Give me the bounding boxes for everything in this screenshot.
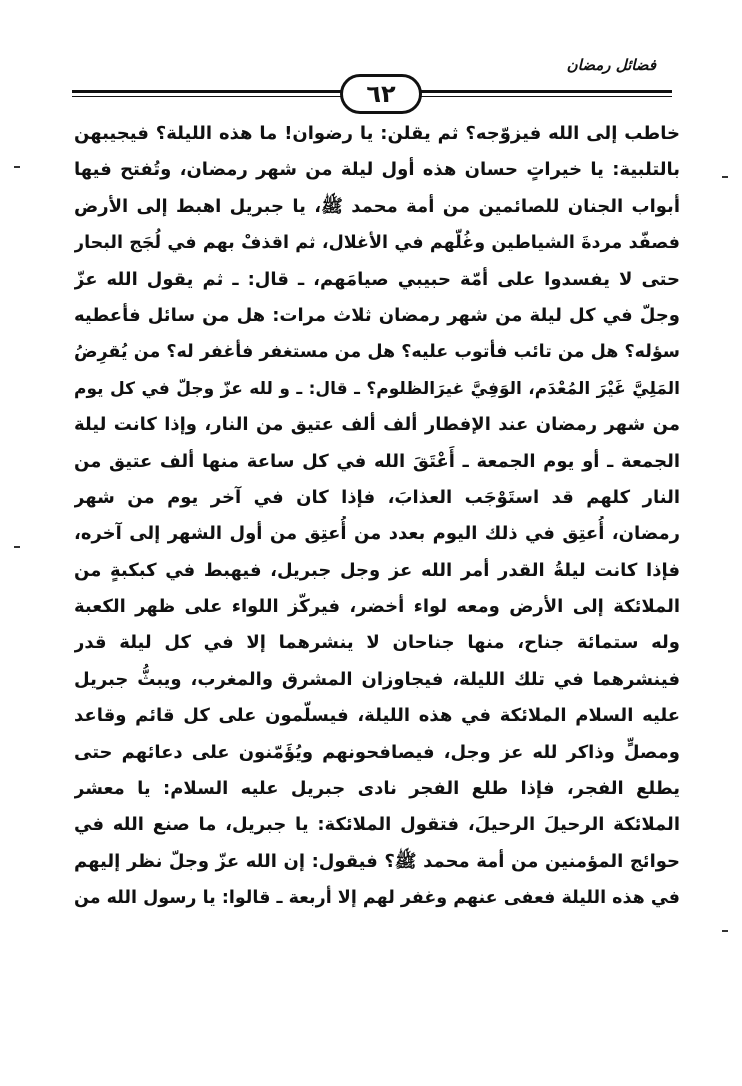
text-line: وجلّ في كل ليلة من شهر رمضان ثلاث مرات: هل من سائل فأعطيه <box>74 304 680 326</box>
text-line: فينشرهما في تلك الليلة، فيجاوزان المشرق والمغرب، ويبثُّ جبريل <box>74 668 680 690</box>
text-line: خاطب إلى الله فيزوّجه؟ ثم يقلن: يا رضوان! ما هذه الليلة؟ فيجيبهن <box>74 123 680 144</box>
text-line: الجمعة ـ أو يوم الجمعة ـ أَعْتَقَ الله في كل ساعة منها ألف عتيق من <box>74 450 680 472</box>
text-line: بالتلبية: يا خيراتٍ حسان هذه أول ليلة من شهر رمضان، وتُفتح فيها <box>74 159 680 181</box>
body-text <box>74 116 680 917</box>
margin-mark <box>722 930 728 932</box>
text-line: حوائج المؤمنين من أمة محمد ﷺ؟ فيقول: إن الله عزّ وجلّ نظر إليهم <box>74 850 680 872</box>
text-line: الملائكة إلى الأرض ومعه لواء أخضر، فيركّز اللواء على ظهر الكعبة <box>74 596 680 618</box>
text-line: وله ستمائة جناح، منها جناحان لا ينشرهما إلا في كل ليلة قدر <box>74 632 680 654</box>
text-line: حتى لا يفسدوا على أمّة حبيبي صيامَهم، ـ قال: ـ ثم يقول الله عزّ <box>74 268 680 290</box>
margin-mark <box>722 176 728 178</box>
text-line: فصفّد مردةَ الشياطين وغُلّهم في الأغلال، ثم اقذفْ بهم في لُجَج البحار <box>74 233 680 254</box>
text-line: يطلع الفجر، فإذا طلع الفجر نادى جبريل عليه السلام: يا معشر <box>74 778 680 800</box>
text-line: النار كلهم قد استَوْجَب العذابَ، فإذا كان في آخر يوم من شهر <box>74 486 680 508</box>
page-number: ٦٢ <box>366 80 396 108</box>
text-line: الملائكة الرحيلَ الرحيلَ، فتقول الملائكة: يا جبريل، ما صنع الله في <box>74 814 680 836</box>
margin-mark <box>14 166 20 168</box>
text-line: أبواب الجنان للصائمين من أمة محمد ﷺ، يا جبريل اهبط إلى الأرض <box>74 195 680 217</box>
text-line: سؤله؟ هل من تائب فأتوب عليه؟ هل من مستغفر فأغفر له؟ من يُقرِضُ <box>74 342 680 363</box>
text-line: من شهر رمضان عند الإفطار ألف ألف عتيق من النار، وإذا كانت ليلة <box>74 414 680 436</box>
text-line: عليه السلام الملائكة في هذه الليلة، فيسلّمون على كل قائم وقاعد <box>74 705 680 727</box>
text-line: فإذا كانت ليلةُ القدر أمر الله عز وجل جبريل، فيهبط في كبكبةٍ من <box>74 559 680 581</box>
text-line: رمضان، أُعتِق في ذلك اليوم بعدد من أُعتِق من أول الشهر إلى آخره، <box>74 523 680 545</box>
text-line: ومصلٍّ وذاكر لله عز وجل، فيصافحونهم ويُؤَمّنون على دعائهم حتى <box>74 741 680 763</box>
text-line: في هذه الليلة فعفى عنهم وغفر لهم إلا أربعة ـ قالوا: يا رسول الله من <box>74 888 680 909</box>
margin-mark <box>14 546 20 548</box>
page-number-badge <box>340 74 422 114</box>
text-line: المَلِيَّ غَيْرَ المُعْدَم، الوَفِيَّ غيرَالظلوم؟ ـ قال: ـ و لله عزّ وجلّ في كل يوم <box>74 378 680 399</box>
running-title: فضائل رمضان <box>566 56 656 74</box>
